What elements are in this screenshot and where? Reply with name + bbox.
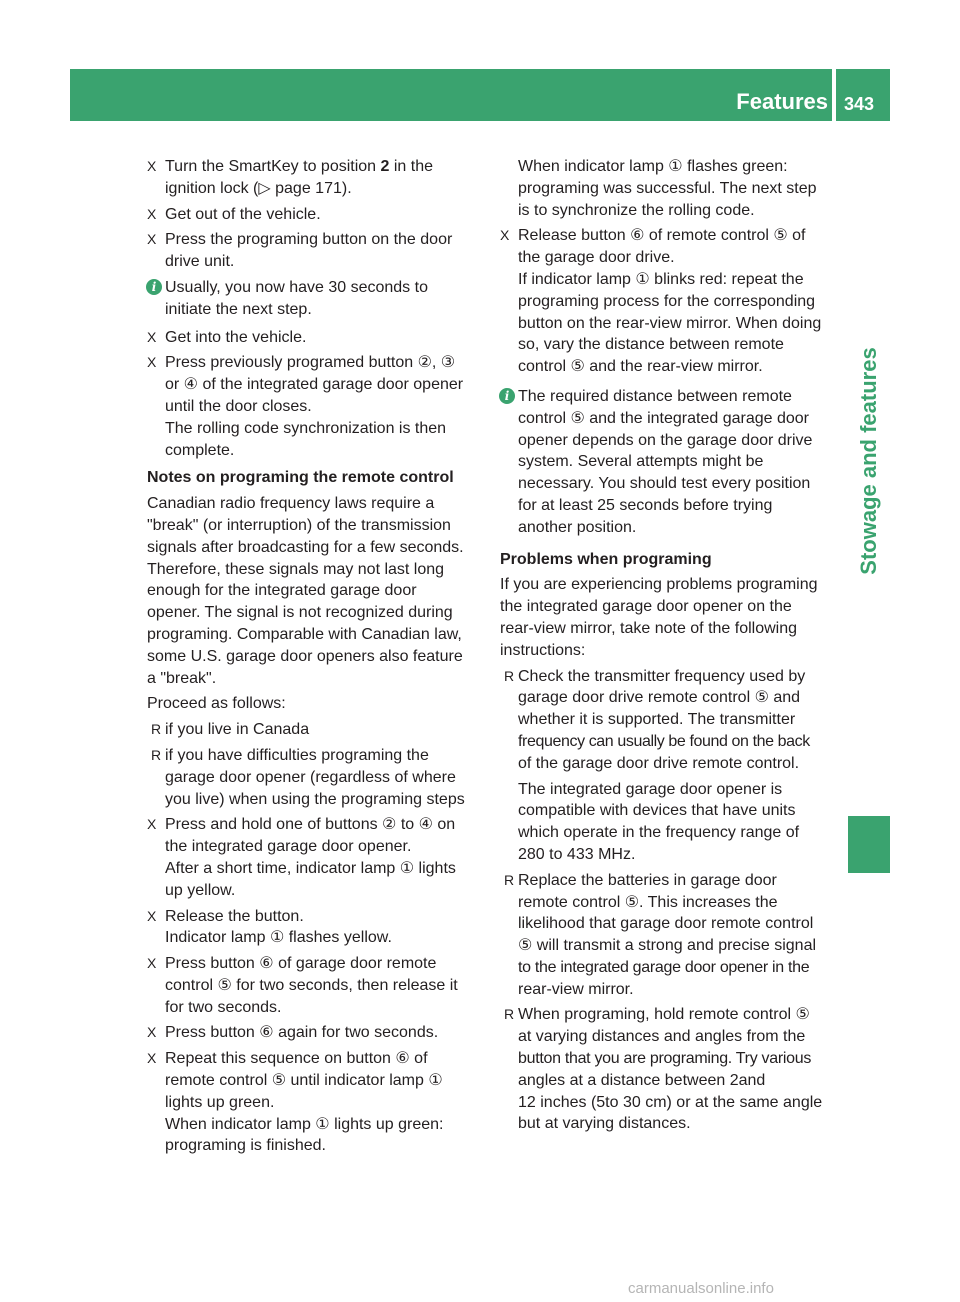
step-text: Press and hold one of buttons ② to ④ on	[165, 816, 456, 834]
step-item	[500, 225, 836, 378]
step-marker-icon: X	[147, 328, 157, 345]
bullet-text: likelihood that garage door remote control	[518, 915, 814, 933]
bullet-text: button that you are programing. Try various	[518, 1050, 812, 1068]
bullet-marker-icon: R	[151, 721, 162, 738]
info-text: initiate the next step.	[165, 300, 312, 318]
bullet-text: When programing, hold remote control ⑤	[518, 1006, 810, 1024]
info-text: another position.	[518, 518, 637, 536]
bullet-text: garage door drive remote control ⑤ and	[518, 689, 801, 707]
step-marker-icon: X	[147, 158, 157, 174]
bullet-text: if you have difficulties programing the	[165, 746, 429, 764]
section-heading: Notes on programing the remote control	[147, 469, 454, 487]
paragraph-line: programing. Comparable with Canadian law,	[147, 625, 462, 643]
bullet-text: you live) when using the programing steps	[165, 790, 465, 808]
bullet-item	[500, 870, 836, 1001]
step-item	[147, 814, 482, 901]
paragraph-line: rear-view mirror, take note of the following	[500, 619, 798, 637]
step-text: lights up green.	[165, 1093, 275, 1111]
step-text: Press button ⑥ again for two seconds.	[165, 1024, 439, 1042]
step-marker-icon: X	[147, 1050, 157, 1067]
bullet-text: at varying distances and angles from the	[518, 1028, 806, 1046]
bullet-item	[500, 666, 836, 866]
paragraph-line: Canadian radio frequency laws require a	[147, 495, 435, 513]
step-text: the integrated garage door opener.	[165, 838, 412, 856]
step-text: button on the rear-view mirror. When doing	[518, 314, 822, 332]
step-text: Indicator lamp ① flashes yellow.	[165, 929, 392, 947]
paragraph-line: "break" (or interruption) of the transmission	[147, 516, 451, 534]
bullet-text: if you live in Canada	[165, 721, 310, 739]
step-text: drive unit.	[165, 253, 235, 271]
step-text: When indicator lamp ① lights up green:	[165, 1115, 444, 1133]
info-note	[147, 277, 482, 321]
step-text: programing is finished.	[165, 1137, 326, 1155]
step-text: control ⑤ and the rear-view mirror.	[518, 358, 763, 376]
step-marker-icon: X	[147, 231, 157, 248]
side-marker-box	[848, 816, 890, 873]
step-text: in the	[389, 158, 434, 175]
paragraph-line: some U.S. garage door openers also feature	[147, 647, 463, 665]
header-bar	[70, 69, 832, 121]
info-icon: i	[146, 279, 162, 295]
bullet-marker-icon: R	[504, 667, 515, 684]
bullet-text: Replace the batteries in garage door	[518, 871, 777, 889]
bullet-text: frequency can usually be found on the back	[518, 732, 810, 750]
bullet-text: ⑤ will transmit a strong and precise signal	[518, 937, 817, 955]
step-item	[147, 953, 482, 1018]
bullet-text: 12 inches (5to 30 cm) or at the same angle	[518, 1093, 823, 1111]
step-text: so, vary the distance between remote	[518, 336, 784, 354]
step-text: Press the programing button on the door	[165, 231, 453, 249]
step-text: Press previously programed button ②, ③	[165, 354, 456, 372]
paragraph-line: the integrated garage door opener on the	[500, 598, 792, 616]
bullet-text: The integrated garage door opener is	[518, 780, 783, 798]
step-text: Get into the vehicle.	[165, 328, 307, 346]
step-text: for two seconds.	[165, 998, 282, 1016]
watermark: carmanualsonline.info	[628, 1280, 774, 1297]
page-reference-link[interactable]: ignition lock (▷ page 171).	[165, 179, 352, 197]
step-text: Release the button.	[165, 907, 304, 925]
step-text: up yellow.	[165, 881, 236, 899]
step-text: Release button ⑥ of remote control ⑤ of	[518, 227, 806, 245]
bullet-marker-icon: R	[504, 871, 515, 888]
paragraph-line: enough for the integrated garage door	[147, 582, 417, 600]
section-title: Features	[736, 89, 828, 114]
step-item	[147, 1048, 482, 1157]
step-marker-icon: X	[147, 1024, 157, 1041]
step-text: After a short time, indicator lamp ① lights	[165, 859, 456, 877]
info-icon: i	[499, 388, 515, 404]
info-text: for at least 25 seconds before trying	[518, 496, 773, 514]
step-text: or ④ of the integrated garage door opener	[165, 376, 464, 394]
step-text: programing was successful. The next step	[518, 179, 817, 197]
bullet-text: whether it is supported. The transmitter	[518, 711, 796, 729]
step-item	[147, 906, 482, 950]
step-item	[147, 156, 482, 200]
bullet-text: compatible with devices that have units	[518, 802, 796, 820]
bullet-item	[500, 1004, 836, 1135]
step-text: Press button ⑥ of garage door remote	[165, 955, 437, 973]
bullet-text: which operate in the frequency range of	[518, 824, 800, 842]
bullet-item	[147, 719, 482, 741]
bullet-marker-icon: R	[151, 746, 162, 763]
paragraph: Proceed as follows:	[147, 695, 286, 713]
info-text: The required distance between remote	[518, 387, 792, 405]
paragraph-line: instructions:	[500, 641, 586, 659]
step-marker-icon: X	[147, 955, 157, 972]
bullet-marker-icon: R	[504, 1006, 515, 1023]
right-column	[500, 156, 836, 1139]
step-text: Repeat this sequence on button ⑥ of	[165, 1050, 428, 1068]
position-number: 2	[380, 158, 390, 175]
bullet-item	[147, 745, 482, 810]
step-text: is to synchronize the rolling code.	[518, 201, 755, 219]
step-marker-icon: X	[500, 227, 510, 244]
bullet-text: garage door opener (regardless of where	[165, 768, 456, 786]
paragraph	[500, 574, 836, 661]
step-marker-icon: X	[147, 907, 157, 924]
step-text: programing process for the corresponding	[518, 292, 816, 310]
page-number: 343	[844, 94, 875, 114]
bullet-text: but at varying distances.	[518, 1115, 691, 1133]
bullet-text: of the garage door drive remote control.	[518, 754, 800, 772]
step-text: remote control ⑤ until indicator lamp ①	[165, 1072, 443, 1090]
step-continuation	[500, 156, 836, 221]
bullet-text: rear-view mirror.	[518, 980, 634, 998]
step-text: When indicator lamp ① flashes green:	[518, 158, 788, 175]
step-text: Turn the SmartKey to position	[165, 158, 381, 175]
bullet-text: remote control ⑤. This increases the	[518, 893, 778, 911]
info-text: Usually, you now have 30 seconds to	[165, 278, 428, 296]
step-text: the garage door drive.	[518, 249, 675, 267]
info-text: control ⑤ and the integrated garage door	[518, 409, 809, 427]
step-text: If indicator lamp ① blinks red: repeat the	[518, 270, 804, 288]
side-tab	[848, 121, 890, 801]
step-item	[147, 352, 482, 461]
info-text: system. Several attempts might be	[518, 453, 764, 471]
paragraph	[147, 493, 482, 689]
paragraph-line: opener. The signal is not recognized during	[147, 604, 453, 622]
bullet-text: angles at a distance between 2and	[518, 1071, 766, 1089]
step-item	[147, 1022, 482, 1044]
info-note	[500, 386, 836, 539]
step-marker-icon: X	[147, 354, 157, 371]
info-text: opener depends on the garage door drive	[518, 431, 813, 449]
side-tab-label: Stowage and features	[856, 347, 881, 575]
bullet-text: Check the transmitter frequency used by	[518, 667, 806, 685]
step-item	[147, 204, 482, 226]
page-number-box	[836, 69, 890, 121]
step-item	[147, 229, 482, 273]
paragraph-line: signals after broadcasting for a few seconds.	[147, 538, 464, 556]
left-column	[147, 156, 482, 1161]
step-text: control ⑤ for two seconds, then release it	[165, 976, 458, 994]
info-text: necessary. You should test every position	[518, 475, 811, 493]
step-marker-icon: X	[147, 205, 157, 222]
step-marker-icon: X	[147, 816, 157, 833]
step-item	[147, 327, 482, 349]
step-text: until the door closes.	[165, 397, 312, 415]
step-text: The rolling code synchronization is then	[165, 419, 447, 437]
paragraph-line: If you are experiencing problems programing	[500, 576, 818, 594]
bullet-text: 280 to 433 MHz.	[518, 845, 636, 863]
step-text: Get out of the vehicle.	[165, 205, 321, 223]
section-heading: Problems when programing	[500, 550, 712, 568]
bullet-text: to the integrated garage door opener in the	[518, 958, 810, 976]
paragraph-line: a "break".	[147, 669, 217, 687]
paragraph-line: Therefore, these signals may not last long	[147, 560, 445, 578]
step-text: complete.	[165, 441, 235, 459]
